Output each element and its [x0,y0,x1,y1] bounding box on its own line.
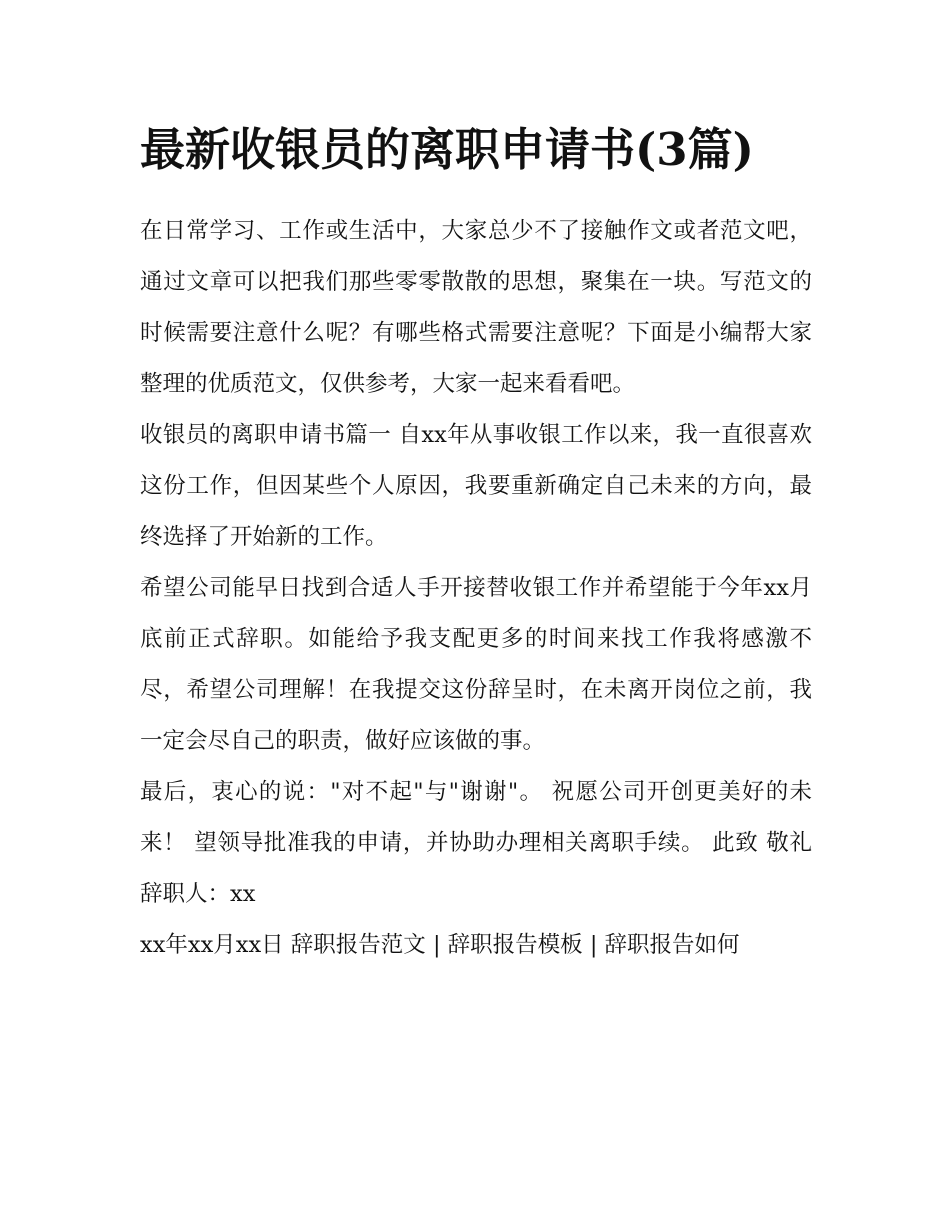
paragraph-date-links: xx年xx月xx日 辞职报告范文 | 辞职报告模板 | 辞职报告如何 [140,932,740,958]
paragraph-letter-closing: 最后，衷心的说："对不起"与"谢谢"。 祝愿公司开创更美好的未来！ 望领导批准我的申请，并协助办理相关离职手续。 此致 敬礼 辞职人：xx [140,779,812,907]
document-title: 最新收银员的离职申请书(3篇) [140,123,754,176]
document-content [140,112,812,971]
paragraph-intro: 在日常学习、工作或生活中，大家总少不了接触作文或者范文吧，通过文章可以把我们那些零零散散的思想，聚集在一块。写范文的时候需要注意什么呢？有哪些格式需要注意呢？下面是小编帮大家整理的优质范文，仅供参考，大家一起来看看吧。 [140,218,812,397]
paragraph-letter-opening: 收银员的离职申请书篇一 自xx年从事收银工作以来，我一直很喜欢这份工作，但因某些个人原因，我要重新确定自己未来的方向，最终选择了开始新的工作。 [140,422,812,550]
paragraph-letter-request: 希望公司能早日找到合适人手开接替收银工作并希望能于今年xx月底前正式辞职。如能给予我支配更多的时间来找工作我将感激不尽，希望公司理解！在我提交这份辞呈时，在未离开岗位之前，我一定会尽自己的职责，做好应该做的事。 [140,575,812,754]
document-body [140,206,812,971]
